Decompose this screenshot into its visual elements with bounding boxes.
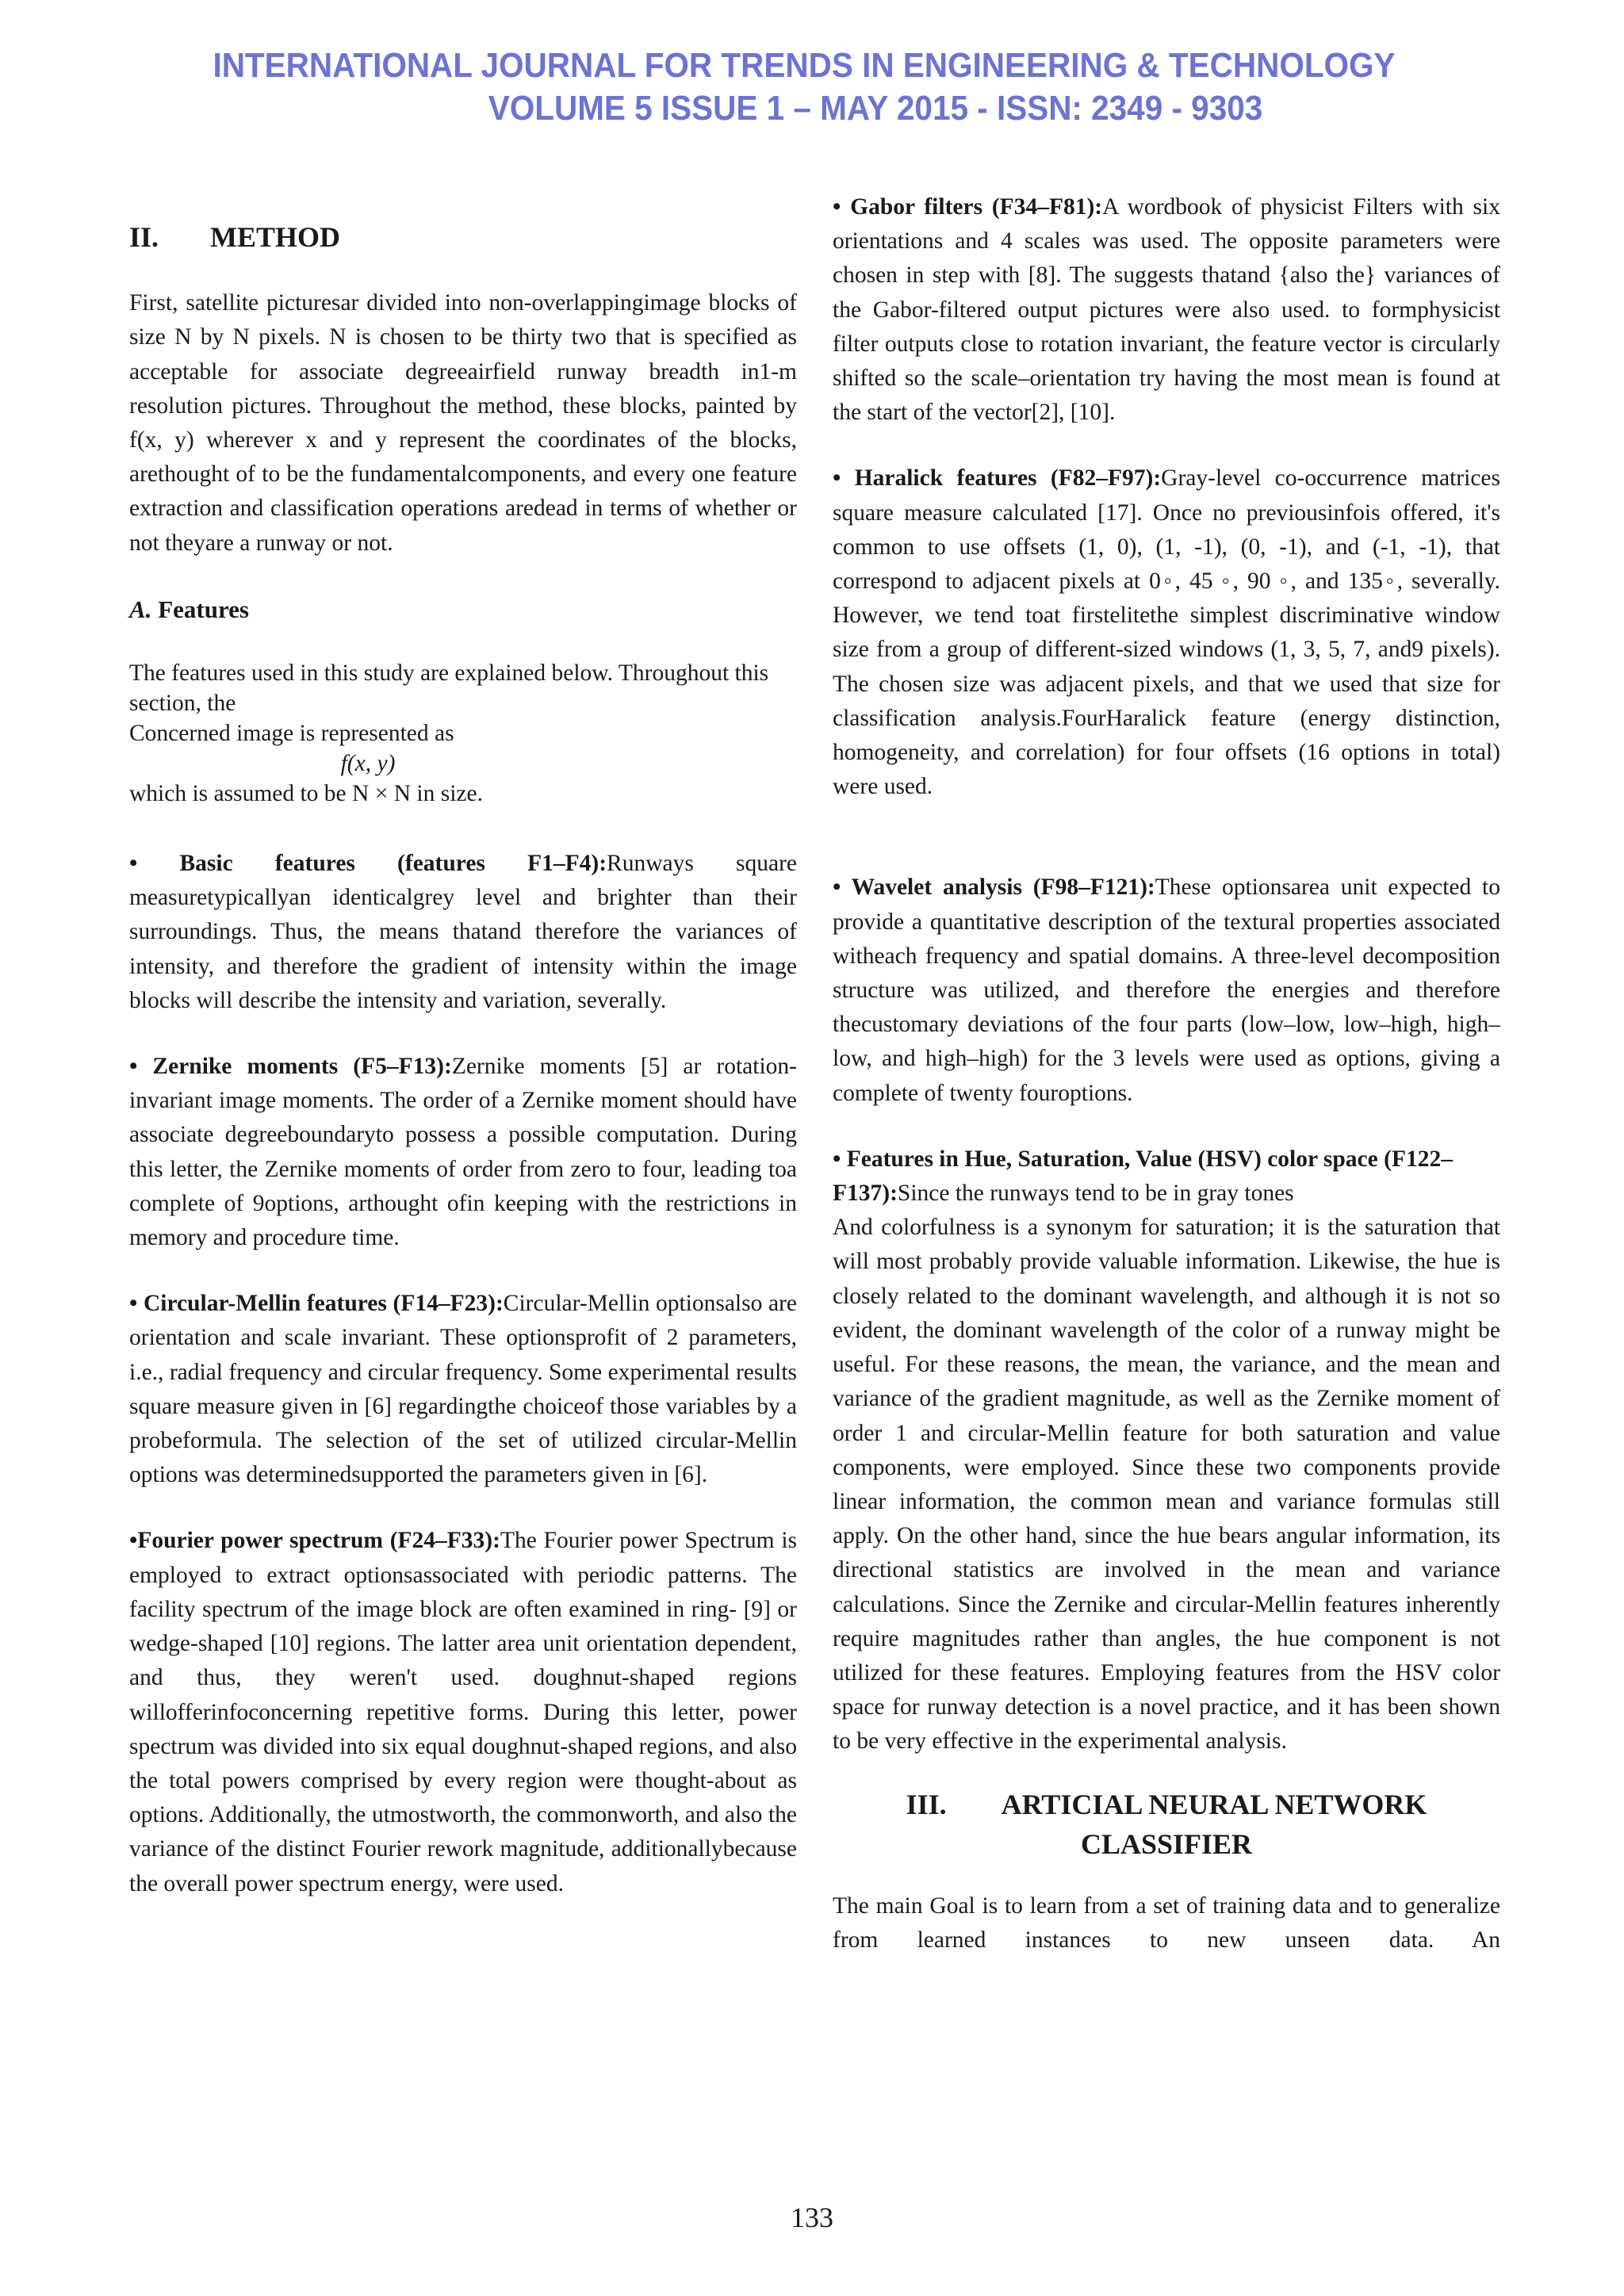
gabor-paragraph: • Gabor filters (F34–F81):A wordbook of physicist Filters with six orientations and 4 scales was used. The opposite parameters were chosen in step with [8]. The suggests thatand {also the} variances of the Gabor-filtered output pictures were also used. to formphysicist filter outputs close to rotation invariant, the feature vector is circularly shifted so the scale–orientation try having the most mean is found at the start of the vector[2], [10]. <box>833 194 1500 426</box>
hsv-title: • Features in Hue, Saturation, Value (HSV) color space (F122–F137): <box>833 1146 1453 1207</box>
circular-mellin-paragraph: • Circular-Mellin features (F14–F23):Circular-Mellin optionsalso are orientation and scale invariant. These optionsprofit of 2 parameters, i.e., radial frequency and circular frequency. Some experimental results square measure given in [6] regardingthe choiceof those variables by a probeformula. The selection of the set of utilized circular-Mellin options was determinedsupported the parameters given in [6]. <box>129 1291 797 1488</box>
features-intro-1: The features used in this study are explained below. Throughout this section, the <box>129 660 769 717</box>
method-paragraph: First, satellite picturesar divided into non-overlappingimage blocks of size N by N pixels. N is chosen to be thirty two that is specified as acceptable for associate degreeairfield runway breadth in1-m resolution pictures. Throughout the method, these blocks, painted by f(x, y) wherever x and y represent the coordinates of the blocks, arethought of to be the fundamentalcomponents, and every one feature extraction and classification operations aredead in terms of whether or not theyare a runway or not. <box>129 290 797 556</box>
right-column <box>833 190 1500 1957</box>
ann-paragraph: The main Goal is to learn from a set of training data and to generalize from learned instances to new unseen data. An <box>833 1892 1500 1953</box>
left-column <box>129 190 797 1901</box>
page-number: 133 <box>791 2202 833 2233</box>
fourier-title: •Fourier power spectrum (F24–F33): <box>129 1528 500 1554</box>
haralick-paragraph: • Haralick features (F82–F97):Gray-level co-occurrence matrices square measure calculated [17]. Once no previousinfois offered, it's common to use offsets (1, 0), (1, -1), (0, -1), and (-1, -1), that correspond to adjacent pixels at 0◦, 45 ◦, 90 ◦, and 135◦, severally. However, we tend toat firstelitethe simplest discriminative window size from a group of different-sized windows (1, 3, 5, 7, and9 pixels). The chosen size was adjacent pixels, and that we used that size for classification analysis.FourHaralick feature (energy distinction, homogeneity, and correlation) for four offsets (16 options in total) were used. <box>833 465 1500 800</box>
journal-title: INTERNATIONAL JOURNAL FOR TRENDS IN ENGINEERING & TECHNOLOGY <box>213 46 1396 85</box>
journal-issue-line: VOLUME 5 ISSUE 1 – MAY 2015 - ISSN: 2349 - 9303 <box>488 89 1263 128</box>
subsection-title: Features <box>158 595 249 623</box>
section-number: II. <box>129 221 159 253</box>
section-heading-ann <box>833 1785 1500 1864</box>
wavelet-paragraph: • Wavelet analysis (F98–F121):These optionsarea unit expected to provide a quantitative description of the textural properties associated witheach frequency and spatial domains. A three-level decomposition structure was utilized, and therefore the energies and therefore thecustomary deviations of the four parts (low–low, low–high, high–low, and high–high) for the 3 levels were used as options, giving a complete of twenty fouroptions. <box>833 874 1500 1106</box>
basic-features-title: • Basic features (features F1–F4): <box>129 851 607 877</box>
fourier-paragraph: •Fourier power spectrum (F24–F33):The Fourier power Spectrum is employed to extract optionsassociated with periodic patterns. The facility spectrum of the image block are often examined in ring- [9] or wedge-shaped [10] regions. The latter area unit orientation dependent, and thus, they weren't used. doughnut-shaped regions willofferinfoconcerning repetitive forms. During this letter, power spectrum was divided into six equal doughnut-shaped regions, and also the total powers comprised by every region were thought-about as options. Additionally, the utmostworth, the commonworth, and also the variance of the distinct Fourier rework magnitude, additionallybecause the overall power spectrum energy, were used. <box>129 1528 797 1896</box>
section-title: METHOD <box>210 221 341 253</box>
features-intro-3: which is assumed to be N × N in size. <box>129 781 483 807</box>
basic-features-paragraph: • Basic features (features F1–F4):Runways square measuretypicallyan identicalgrey level and brighter than their surroundings. Thus, the means thatand therefore the variances of intensity, and therefore the gradient of intensity within the image blocks will describe the intensity and variation, severally. <box>129 851 797 1013</box>
subsection-heading-features <box>129 592 797 626</box>
hsv-paragraph-lead: • Features in Hue, Saturation, Value (HSV) color space (F122–F137):Since the runways tend to be in gray tones <box>833 1146 1453 1207</box>
section-title-line2: CLASSIFIER <box>1080 1827 1253 1860</box>
haralick-title: • Haralick features (F82–F97): <box>833 465 1162 492</box>
zernike-paragraph: • Zernike moments (F5–F13):Zernike moments [5] ar rotation-invariant image moments. The order of a Zernike moment should have associate degreeboundaryto possess a possible computation. During this letter, the Zernike moments of order from zero to four, leading toa complete of 9options, arthought ofin keeping with the restrictions in memory and procedure time. <box>129 1054 797 1251</box>
subsection-letter: A. <box>129 595 152 623</box>
section-number: III. <box>906 1788 947 1820</box>
zernike-title: • Zernike moments (F5–F13): <box>129 1054 452 1080</box>
features-formula: f(x, y) <box>340 751 396 777</box>
circular-mellin-title: • Circular-Mellin features (F14–F23): <box>129 1291 504 1317</box>
hsv-paragraph: And colorfulness is a synonym for saturation; it is the saturation that will most probably provide valuable information. Likewise, the hue is closely related to the dominant wavelength, and although it is not so evident, the dominant wavelength of the color of a runway might be useful. For these reasons, the mean, the variance, and the mean and variance of the gradient magnitude, as well as the Zernike moment of order 1 and circular-Mellin feature for both saturation and value components, were employed. Since these two components provide linear information, the common mean and variance formulas still apply. On the other hand, since the hue bears angular information, its directional statistics are involved in the mean and variance calculations. Since the Zernike and circular-Mellin features inherently require magnitudes rather than angles, the hue component is not utilized for these features. Employing features from the HSV color space for runway detection is a novel practice, and it has been shown to be very effective in the experimental analysis. <box>833 1215 1500 1755</box>
features-intro-2: Concerned image is represented as <box>129 721 454 747</box>
gabor-title: • Gabor filters (F34–F81): <box>833 194 1103 220</box>
wavelet-title: • Wavelet analysis (F98–F121): <box>833 874 1155 901</box>
section-heading-method <box>129 220 797 254</box>
section-title-line1: ARTICIAL NEURAL NETWORK <box>1001 1788 1427 1820</box>
